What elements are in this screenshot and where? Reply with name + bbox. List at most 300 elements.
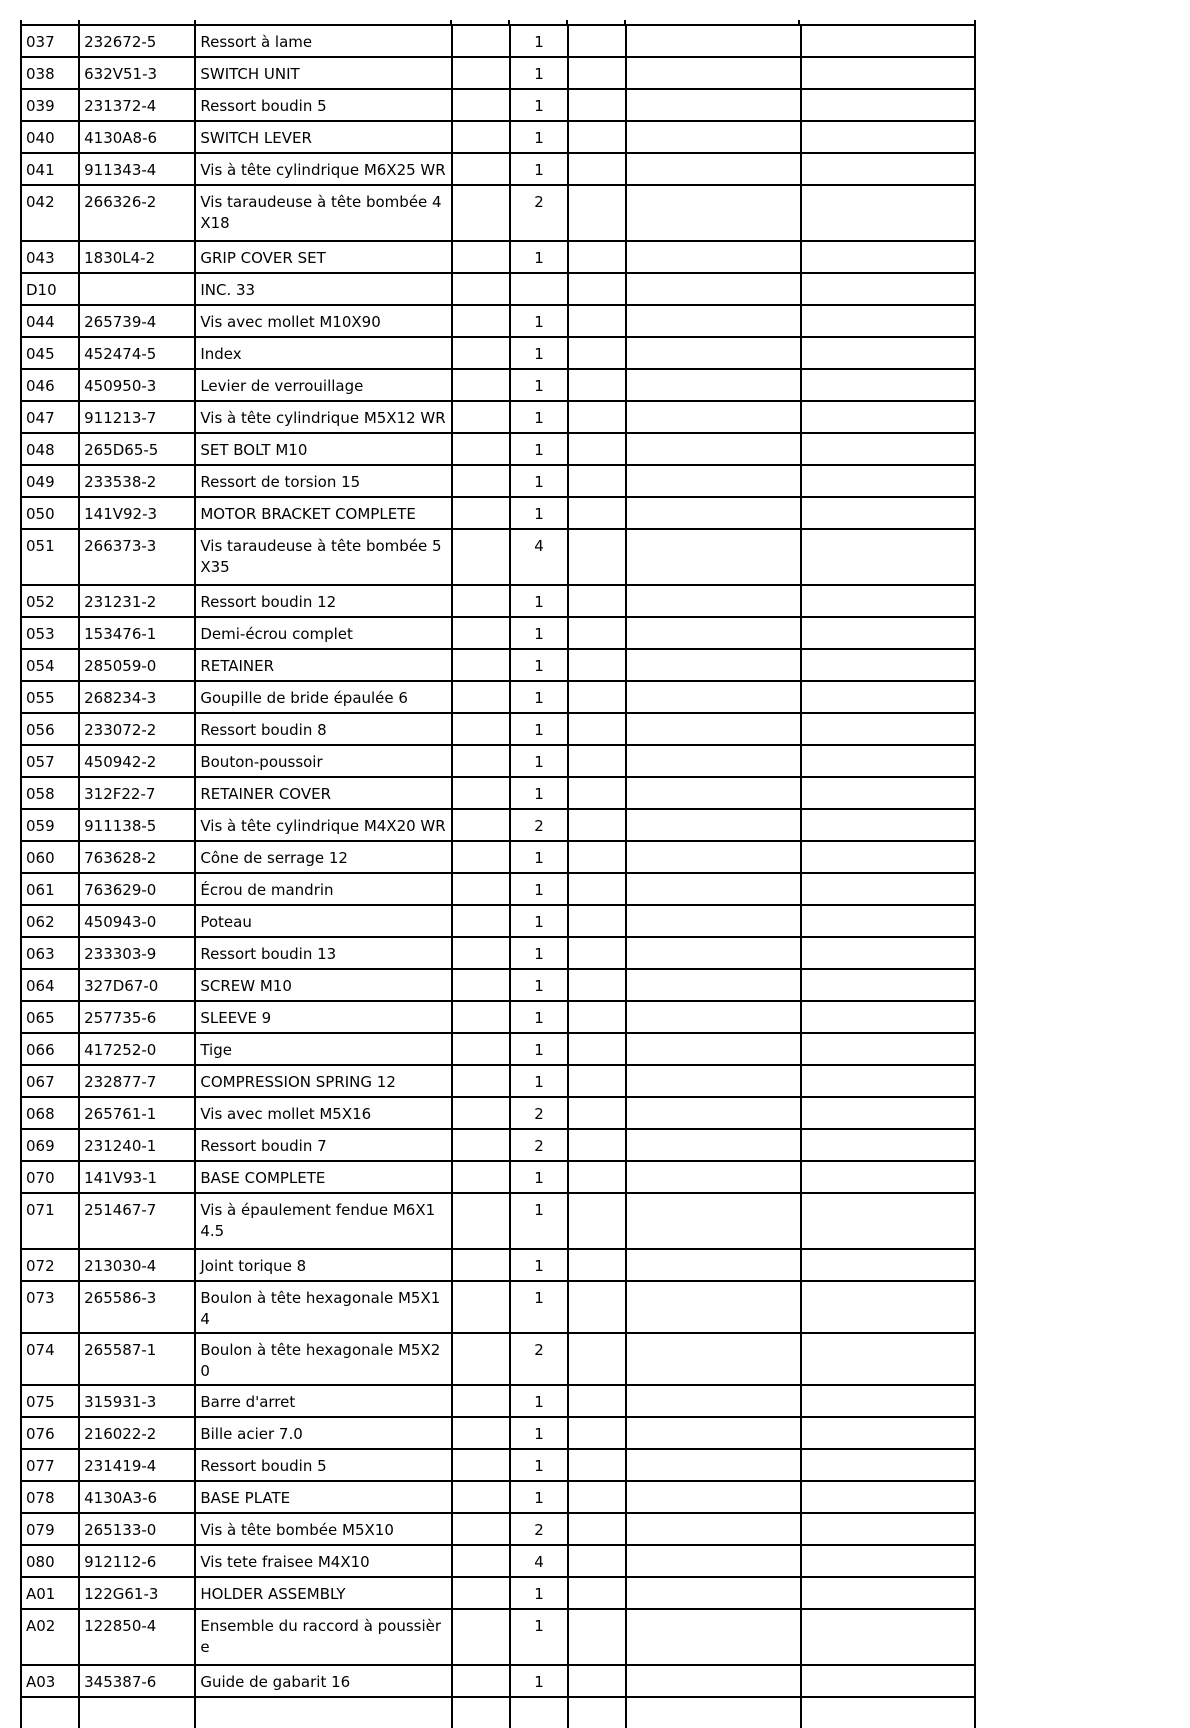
description-cell: Barre d'arret: [195, 1385, 452, 1417]
empty-cell: [568, 57, 626, 89]
empty-cell: [801, 1609, 975, 1665]
quantity-cell: 1: [510, 241, 568, 273]
part-reference-cell: 265739-4: [79, 305, 195, 337]
part-reference-cell: 1830L4-2: [79, 241, 195, 273]
item-number-cell: 067: [21, 1065, 79, 1097]
item-number-cell: 057: [21, 745, 79, 777]
table-row: [21, 305, 975, 337]
empty-cell: [452, 433, 510, 465]
table-row: [21, 1513, 975, 1545]
table-row: [21, 89, 975, 121]
quantity-cell: 1: [510, 1161, 568, 1193]
empty-cell: [452, 241, 510, 273]
table-row: [21, 337, 975, 369]
table-row: [21, 529, 975, 585]
quantity-cell: 2: [510, 1129, 568, 1161]
empty-cell: [568, 1033, 626, 1065]
item-number-cell: 066: [21, 1033, 79, 1065]
quantity-cell: 1: [510, 337, 568, 369]
empty-cell: [626, 841, 800, 873]
item-number-cell: 053: [21, 617, 79, 649]
part-reference-cell: 231419-4: [79, 1449, 195, 1481]
empty-cell: [452, 1609, 510, 1665]
empty-cell: [568, 809, 626, 841]
empty-cell: [801, 649, 975, 681]
item-number-cell: 044: [21, 305, 79, 337]
empty-cell: [626, 585, 800, 617]
part-reference-cell: 265587-1: [79, 1333, 195, 1385]
part-reference-cell: 4130A3-6: [79, 1481, 195, 1513]
item-number-cell: 041: [21, 153, 79, 185]
empty-cell: [801, 905, 975, 937]
empty-cell: [801, 1065, 975, 1097]
empty-cell: [801, 1249, 975, 1281]
table-row-continuation: [21, 1697, 975, 1728]
item-number-cell: 078: [21, 1481, 79, 1513]
quantity-cell: 1: [510, 681, 568, 713]
empty-cell: [801, 89, 975, 121]
item-number-cell: 043: [21, 241, 79, 273]
empty-cell: [626, 1609, 800, 1665]
empty-cell: [452, 873, 510, 905]
description-cell: MOTOR BRACKET COMPLETE: [195, 497, 452, 529]
description-cell: Ressort boudin 5: [195, 89, 452, 121]
quantity-cell: 2: [510, 809, 568, 841]
table-row: [21, 57, 975, 89]
empty-cell: [801, 1161, 975, 1193]
quantity-cell: 1: [510, 1001, 568, 1033]
parts-table: [20, 24, 976, 1728]
column-line-stub: [508, 20, 510, 25]
description-cell: Boulon à tête hexagonale M5X20: [195, 1333, 452, 1385]
table-row: [21, 1281, 975, 1333]
description-cell: SLEEVE 9: [195, 1001, 452, 1033]
empty-cell: [452, 585, 510, 617]
item-number-cell: 060: [21, 841, 79, 873]
item-number-cell: 051: [21, 529, 79, 585]
description-cell: Vis à tête cylindrique M5X12 WR: [195, 401, 452, 433]
item-number-cell: 039: [21, 89, 79, 121]
column-line-stub: [20, 20, 22, 25]
table-row: [21, 1577, 975, 1609]
empty-cell: [452, 337, 510, 369]
empty-cell: [801, 1665, 975, 1697]
column-line-stub: [450, 20, 452, 25]
description-cell: Vis avec mollet M10X90: [195, 305, 452, 337]
empty-cell: [452, 185, 510, 241]
description-cell: Bille acier 7.0: [195, 1417, 452, 1449]
quantity-cell: 1: [510, 649, 568, 681]
table-row: [21, 1417, 975, 1449]
empty-cell: [452, 1513, 510, 1545]
empty-cell: [568, 89, 626, 121]
description-cell: Ressort boudin 5: [195, 1449, 452, 1481]
empty-cell: [568, 649, 626, 681]
table-row: [21, 1545, 975, 1577]
quantity-cell: 1: [510, 1385, 568, 1417]
empty-cell: [568, 369, 626, 401]
empty-cell: [568, 1001, 626, 1033]
table-row: [21, 273, 975, 305]
empty-cell: [452, 969, 510, 1001]
empty-cell: [801, 681, 975, 713]
quantity-cell: [510, 273, 568, 305]
description-cell: Vis taraudeuse à tête bombée 4X18: [195, 185, 452, 241]
part-reference-cell: 122G61-3: [79, 1577, 195, 1609]
item-number-cell: 046: [21, 369, 79, 401]
empty-cell: [801, 337, 975, 369]
item-number-cell: 068: [21, 1097, 79, 1129]
empty-cell: [452, 905, 510, 937]
table-row: [21, 745, 975, 777]
column-line-stub: [78, 20, 80, 25]
empty-cell: [801, 529, 975, 585]
empty-cell: [568, 465, 626, 497]
empty-cell: [568, 681, 626, 713]
empty-cell: [452, 713, 510, 745]
empty-cell: [626, 809, 800, 841]
item-number-cell: 065: [21, 1001, 79, 1033]
empty-cell: [568, 905, 626, 937]
part-reference-cell: 450943-0: [79, 905, 195, 937]
part-reference-cell: 265586-3: [79, 1281, 195, 1333]
empty-cell: [568, 1417, 626, 1449]
empty-cell: [568, 25, 626, 57]
item-number-cell: 049: [21, 465, 79, 497]
table-row: [21, 585, 975, 617]
empty-cell: [801, 1097, 975, 1129]
empty-cell: [568, 841, 626, 873]
item-number-cell: 061: [21, 873, 79, 905]
table-row: [21, 617, 975, 649]
quantity-cell: 1: [510, 1481, 568, 1513]
table-row: [21, 1385, 975, 1417]
part-reference-cell: 452474-5: [79, 337, 195, 369]
empty-cell: [801, 937, 975, 969]
description-cell: Ressort à lame: [195, 25, 452, 57]
quantity-cell: 2: [510, 185, 568, 241]
empty-cell: [568, 1249, 626, 1281]
part-reference-cell: 268234-3: [79, 681, 195, 713]
empty-cell: [568, 153, 626, 185]
empty-cell: [801, 1193, 975, 1249]
description-cell: Ensemble du raccord à poussière: [195, 1609, 452, 1665]
empty-cell: [452, 401, 510, 433]
empty-cell: [452, 1577, 510, 1609]
empty-cell: [568, 1193, 626, 1249]
empty-cell: [801, 1545, 975, 1577]
item-number-cell: 056: [21, 713, 79, 745]
empty-cell: [801, 873, 975, 905]
empty-cell: [452, 1281, 510, 1333]
empty-cell: [452, 1545, 510, 1577]
quantity-cell: 1: [510, 1417, 568, 1449]
part-reference-cell: 232877-7: [79, 1065, 195, 1097]
quantity-cell: 1: [510, 1033, 568, 1065]
quantity-cell: 1: [510, 121, 568, 153]
part-reference-cell: 266326-2: [79, 185, 195, 241]
part-reference-cell: 912112-6: [79, 1545, 195, 1577]
item-number-cell: 069: [21, 1129, 79, 1161]
table-row: [21, 1001, 975, 1033]
part-reference-cell: 213030-4: [79, 1249, 195, 1281]
empty-cell: [452, 1097, 510, 1129]
part-reference-cell: 231372-4: [79, 89, 195, 121]
empty-cell: [801, 1001, 975, 1033]
table-row: [21, 25, 975, 57]
parts-table-body: [21, 25, 975, 1728]
empty-cell: [626, 1161, 800, 1193]
item-number-cell: 072: [21, 1249, 79, 1281]
item-number-cell: 074: [21, 1333, 79, 1385]
empty-cell: [568, 305, 626, 337]
empty-cell: [801, 369, 975, 401]
description-cell: SCREW M10: [195, 969, 452, 1001]
part-reference-cell: 122850-4: [79, 1609, 195, 1665]
part-reference-cell: 911343-4: [79, 153, 195, 185]
empty-cell: [452, 841, 510, 873]
table-row: [21, 777, 975, 809]
empty-cell: [452, 809, 510, 841]
empty-cell: [626, 337, 800, 369]
empty-cell: [801, 1481, 975, 1513]
empty-cell: [626, 89, 800, 121]
column-line-stub: [194, 20, 196, 25]
empty-cell: [452, 529, 510, 585]
quantity-cell: 1: [510, 433, 568, 465]
item-number-cell: D10: [21, 273, 79, 305]
description-cell: Goupille de bride épaulée 6: [195, 681, 452, 713]
empty-cell: [568, 1333, 626, 1385]
item-number-cell: 064: [21, 969, 79, 1001]
part-reference-cell: 632V51-3: [79, 57, 195, 89]
table-row: [21, 1609, 975, 1665]
empty-cell: [626, 57, 800, 89]
description-cell: Vis à tête bombée M5X10: [195, 1513, 452, 1545]
empty-cell: [568, 433, 626, 465]
quantity-cell: 2: [510, 1097, 568, 1129]
empty-cell: [626, 529, 800, 585]
quantity-cell: 1: [510, 937, 568, 969]
table-row: [21, 905, 975, 937]
table-row: [21, 465, 975, 497]
empty-cell: [626, 121, 800, 153]
description-cell: RETAINER: [195, 649, 452, 681]
quantity-cell: 1: [510, 777, 568, 809]
empty-cell: [452, 1385, 510, 1417]
column-line-stub: [974, 20, 976, 25]
item-number-cell: A03: [21, 1665, 79, 1697]
empty-cell: [568, 1449, 626, 1481]
empty-cell: [626, 713, 800, 745]
item-number-cell: 045: [21, 337, 79, 369]
item-number-cell: 063: [21, 937, 79, 969]
table-row: [21, 1249, 975, 1281]
table-row: [21, 649, 975, 681]
item-number-cell: A01: [21, 1577, 79, 1609]
empty-cell: [568, 185, 626, 241]
table-row: [21, 1665, 975, 1697]
part-reference-cell: 450950-3: [79, 369, 195, 401]
part-reference-cell: 233072-2: [79, 713, 195, 745]
empty-cell: [801, 1417, 975, 1449]
empty-cell: [452, 57, 510, 89]
empty-cell: [510, 1697, 568, 1728]
empty-cell: [626, 1449, 800, 1481]
item-number-cell: 059: [21, 809, 79, 841]
empty-cell: [452, 273, 510, 305]
empty-cell: [568, 121, 626, 153]
empty-cell: [452, 937, 510, 969]
empty-cell: [626, 273, 800, 305]
quantity-cell: 1: [510, 497, 568, 529]
empty-cell: [626, 969, 800, 1001]
description-cell: Demi-écrou complet: [195, 617, 452, 649]
quantity-cell: 1: [510, 1065, 568, 1097]
part-reference-cell: 417252-0: [79, 1033, 195, 1065]
empty-cell: [626, 1001, 800, 1033]
empty-cell: [452, 1417, 510, 1449]
quantity-cell: 1: [510, 57, 568, 89]
description-cell: Vis avec mollet M5X16: [195, 1097, 452, 1129]
empty-cell: [568, 1481, 626, 1513]
empty-cell: [626, 1697, 800, 1728]
empty-cell: [626, 1385, 800, 1417]
empty-cell: [801, 57, 975, 89]
empty-cell: [626, 745, 800, 777]
empty-cell: [626, 185, 800, 241]
empty-cell: [801, 25, 975, 57]
table-row: [21, 1161, 975, 1193]
empty-cell: [568, 1385, 626, 1417]
empty-cell: [452, 1161, 510, 1193]
empty-cell: [801, 1577, 975, 1609]
empty-cell: [626, 649, 800, 681]
table-row: [21, 1097, 975, 1129]
empty-cell: [568, 401, 626, 433]
column-line-stub: [566, 20, 568, 25]
item-number-cell: 050: [21, 497, 79, 529]
quantity-cell: 2: [510, 1513, 568, 1545]
empty-cell: [452, 617, 510, 649]
empty-cell: [626, 1065, 800, 1097]
item-number-cell: 042: [21, 185, 79, 241]
empty-cell: [452, 777, 510, 809]
description-cell: Index: [195, 337, 452, 369]
table-row: [21, 713, 975, 745]
table-row: [21, 873, 975, 905]
empty-cell: [452, 1065, 510, 1097]
table-row: [21, 1481, 975, 1513]
description-cell: Boulon à tête hexagonale M5X14: [195, 1281, 452, 1333]
part-reference-cell: 312F22-7: [79, 777, 195, 809]
part-reference-cell: 216022-2: [79, 1417, 195, 1449]
empty-cell: [801, 305, 975, 337]
part-reference-cell: 231240-1: [79, 1129, 195, 1161]
empty-cell: [452, 25, 510, 57]
quantity-cell: 1: [510, 585, 568, 617]
quantity-cell: 1: [510, 1665, 568, 1697]
part-reference-cell: 265D65-5: [79, 433, 195, 465]
empty-cell: [801, 273, 975, 305]
table-row: [21, 969, 975, 1001]
empty-cell: [801, 713, 975, 745]
empty-cell: [568, 745, 626, 777]
item-number-cell: 047: [21, 401, 79, 433]
quantity-cell: 1: [510, 1193, 568, 1249]
description-cell: Tige: [195, 1033, 452, 1065]
item-number-cell: 070: [21, 1161, 79, 1193]
part-reference-cell: 911138-5: [79, 809, 195, 841]
table-row: [21, 433, 975, 465]
empty-cell: [801, 745, 975, 777]
table-row: [21, 1193, 975, 1249]
empty-cell: [21, 1697, 79, 1728]
empty-cell: [801, 1697, 975, 1728]
empty-cell: [79, 1697, 195, 1728]
description-cell: Vis à épaulement fendue M6X14.5: [195, 1193, 452, 1249]
description-cell: INC. 33: [195, 273, 452, 305]
quantity-cell: 4: [510, 529, 568, 585]
empty-cell: [801, 1513, 975, 1545]
part-reference-cell: 450942-2: [79, 745, 195, 777]
empty-cell: [801, 401, 975, 433]
part-reference-cell: 257735-6: [79, 1001, 195, 1033]
part-reference-cell: 285059-0: [79, 649, 195, 681]
part-reference-cell: 232672-5: [79, 25, 195, 57]
empty-cell: [626, 497, 800, 529]
empty-cell: [801, 433, 975, 465]
quantity-cell: 1: [510, 401, 568, 433]
empty-cell: [568, 1161, 626, 1193]
description-cell: Ressort boudin 12: [195, 585, 452, 617]
empty-cell: [452, 1001, 510, 1033]
table-row: [21, 681, 975, 713]
column-line-stub: [798, 20, 800, 25]
empty-cell: [568, 337, 626, 369]
quantity-cell: 1: [510, 873, 568, 905]
empty-cell: [801, 1033, 975, 1065]
part-reference-cell: 327D67-0: [79, 969, 195, 1001]
empty-cell: [626, 1577, 800, 1609]
empty-cell: [195, 1697, 452, 1728]
empty-cell: [801, 121, 975, 153]
empty-cell: [626, 1513, 800, 1545]
empty-cell: [801, 1385, 975, 1417]
item-number-cell: 038: [21, 57, 79, 89]
part-reference-cell: 231231-2: [79, 585, 195, 617]
empty-cell: [452, 465, 510, 497]
quantity-cell: 1: [510, 1609, 568, 1665]
quantity-cell: 1: [510, 1249, 568, 1281]
description-cell: Écrou de mandrin: [195, 873, 452, 905]
part-reference-cell: 763629-0: [79, 873, 195, 905]
description-cell: Ressort boudin 13: [195, 937, 452, 969]
empty-cell: [801, 585, 975, 617]
item-number-cell: 054: [21, 649, 79, 681]
item-number-cell: 048: [21, 433, 79, 465]
empty-cell: [626, 905, 800, 937]
empty-cell: [452, 1449, 510, 1481]
empty-cell: [801, 1129, 975, 1161]
description-cell: Vis taraudeuse à tête bombée 5X35: [195, 529, 452, 585]
quantity-cell: 1: [510, 1577, 568, 1609]
empty-cell: [568, 1609, 626, 1665]
part-reference-cell: 911213-7: [79, 401, 195, 433]
empty-cell: [626, 617, 800, 649]
table-row: [21, 153, 975, 185]
empty-cell: [626, 305, 800, 337]
